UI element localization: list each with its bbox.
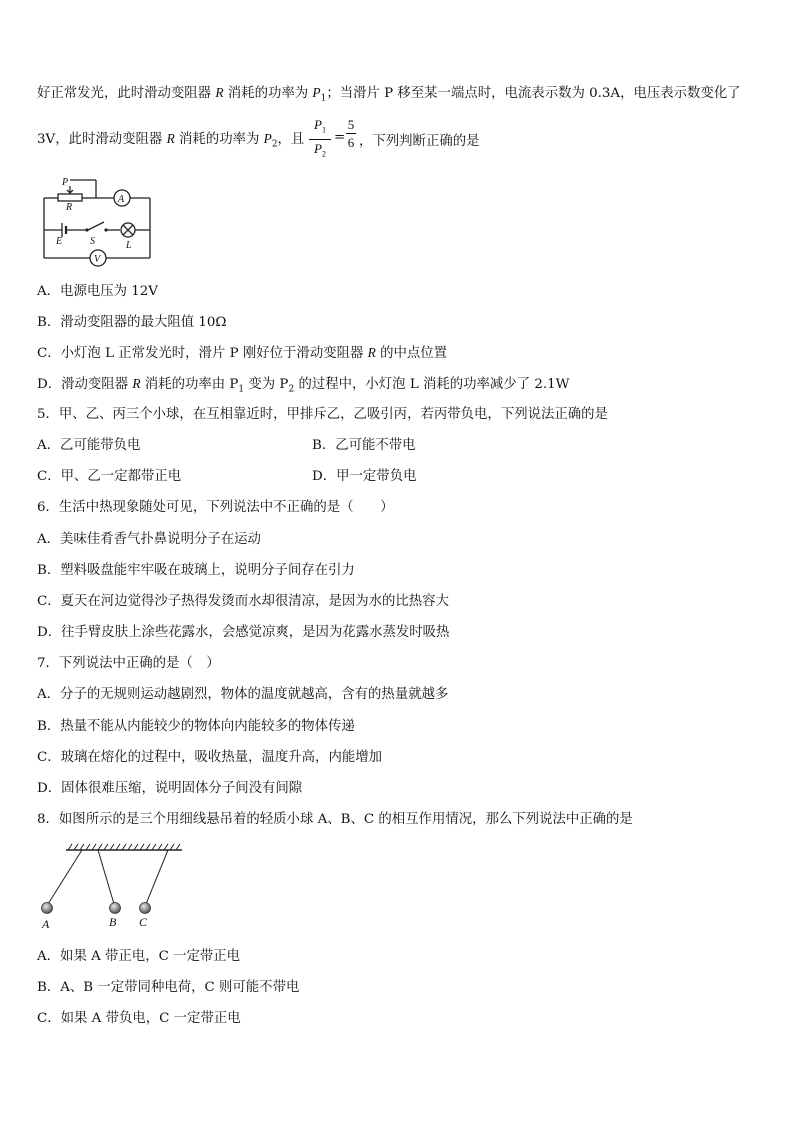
text: 的过程中，小灯泡 L 消耗的功率减少了 2.1W — [294, 377, 570, 392]
text: 变为 P — [244, 377, 289, 392]
text: 3V，此时滑动变阻器 — [37, 132, 167, 147]
q8-option-b: B．A、B 一定带同种电荷，C 则可能不带电 — [37, 980, 300, 995]
label-s: S — [90, 236, 95, 247]
q5-stem: 5．甲、乙、丙三个小球，在互相靠近时，甲排斥乙，乙吸引丙，若丙带负电，下列说法正确的是 — [37, 407, 608, 422]
text: ；当滑片 P 移至某一端点时，电流表示数为 0.3A，电压表示数变化了 — [326, 86, 741, 101]
intro-line-2-tail: ，下列判断正确的是 — [359, 134, 480, 149]
frac-den-letter: P — [314, 140, 322, 156]
q6-option-b: B．塑料吸盘能牢牢吸在玻璃上，说明分子间存在引力 — [37, 563, 355, 578]
symbol-p2: P — [263, 131, 272, 146]
ratio-value-fraction — [346, 117, 356, 150]
symbol-p1: P — [312, 85, 321, 100]
q8-option-c: C．如果 A 带负电，C 一定带正电 — [37, 1011, 241, 1026]
symbol-r: R — [132, 376, 141, 391]
subscript: 2 — [288, 384, 295, 395]
frac-den-sub: 2 — [321, 149, 326, 159]
q4-option-a: A．电源电压为 12V — [37, 284, 158, 299]
q6-option-a: A．美味佳肴香气扑鼻说明分子在运动 — [37, 532, 261, 547]
q6-option-d: D．往手臂皮肤上涂些花露水，会感觉凉爽，是因为花露水蒸发时吸热 — [37, 625, 450, 640]
q6-option-c: C．夏天在河边觉得沙子热得发烫而水却很清凉，是因为水的比热容大 — [37, 594, 449, 609]
q4-option-d — [37, 375, 569, 399]
subscript: 2 — [271, 139, 278, 150]
ball-label-b: B — [109, 915, 117, 929]
q7-option-a: A．分子的无规则运动越剧烈，物体的温度就越高，含有的热量就越多 — [37, 687, 449, 702]
text: ，且 — [277, 132, 305, 147]
intro-line-1 — [37, 84, 741, 108]
symbol-r: R — [215, 85, 224, 100]
equals-sign: = — [334, 130, 346, 145]
symbol-r: R — [367, 345, 376, 360]
q6-stem: 6．生活中热现象随处可见，下列说法中不正确的是（ ） — [37, 500, 394, 515]
text: 消耗的功率由 P — [140, 377, 239, 392]
ball-c — [140, 903, 151, 914]
label-a: A — [118, 194, 125, 205]
ball-label-c: C — [139, 915, 148, 929]
subscript: 1 — [320, 93, 327, 104]
label-l: L — [126, 240, 132, 251]
q8-stem: 8．如图所示的是三个用细线悬吊着的轻质小球 A、B、C 的相互作用情况，那么下列说法中正确的是 — [37, 812, 633, 827]
power-ratio-fraction — [309, 117, 331, 161]
ball-b — [110, 903, 121, 914]
q8-option-a: A．如果 A 带正电，C 一定带正电 — [37, 949, 241, 964]
q5-option-a: A．乙可能带负电 — [37, 438, 141, 453]
q4-option-c — [37, 344, 447, 363]
hanging-balls-figure — [34, 840, 186, 932]
frac-num-sub: 1 — [321, 125, 326, 135]
frac-num-letter: P — [314, 117, 322, 132]
text: 消耗的功率为 — [223, 86, 313, 101]
label-v: V — [94, 254, 101, 265]
q7-stem: 7．下列说法中正确的是（ ） — [37, 656, 220, 671]
label-p: P — [62, 177, 69, 188]
symbol-r: R — [166, 131, 175, 146]
text: C．小灯泡 L 正常发光时，滑片 P 刚好位于滑动变阻器 — [37, 346, 368, 361]
ball-a — [42, 903, 53, 914]
q5-option-b: B．乙可能不带电 — [312, 438, 416, 453]
subscript: 1 — [238, 384, 245, 395]
q7-option-b: B．热量不能从内能较少的物体向内能较多的物体传递 — [37, 719, 355, 734]
text: 消耗的功率为 — [174, 132, 264, 147]
ratio-numerator: 5 — [347, 117, 355, 132]
text: D．滑动变阻器 — [37, 377, 133, 392]
circuit-diagram — [36, 172, 158, 268]
q4-option-b: B．滑动变阻器的最大阻值 10Ω — [37, 315, 227, 330]
q7-option-d: D．固体很难压缩，说明固体分子间没有间隙 — [37, 781, 303, 796]
intro-line-2 — [37, 130, 304, 154]
text: 的中点位置 — [375, 346, 448, 361]
label-e: E — [56, 236, 63, 247]
q5-option-c: C．甲、乙一定都带正电 — [37, 469, 182, 484]
text: 好正常发光，此时滑动变阻器 — [37, 86, 216, 101]
label-r: R — [66, 202, 73, 213]
q7-option-c: C．玻璃在熔化的过程中，吸收热量，温度升高，内能增加 — [37, 750, 383, 765]
ratio-denominator: 6 — [347, 135, 355, 150]
ball-label-a: A — [42, 917, 50, 931]
q5-option-d: D．甲一定带负电 — [312, 469, 417, 484]
